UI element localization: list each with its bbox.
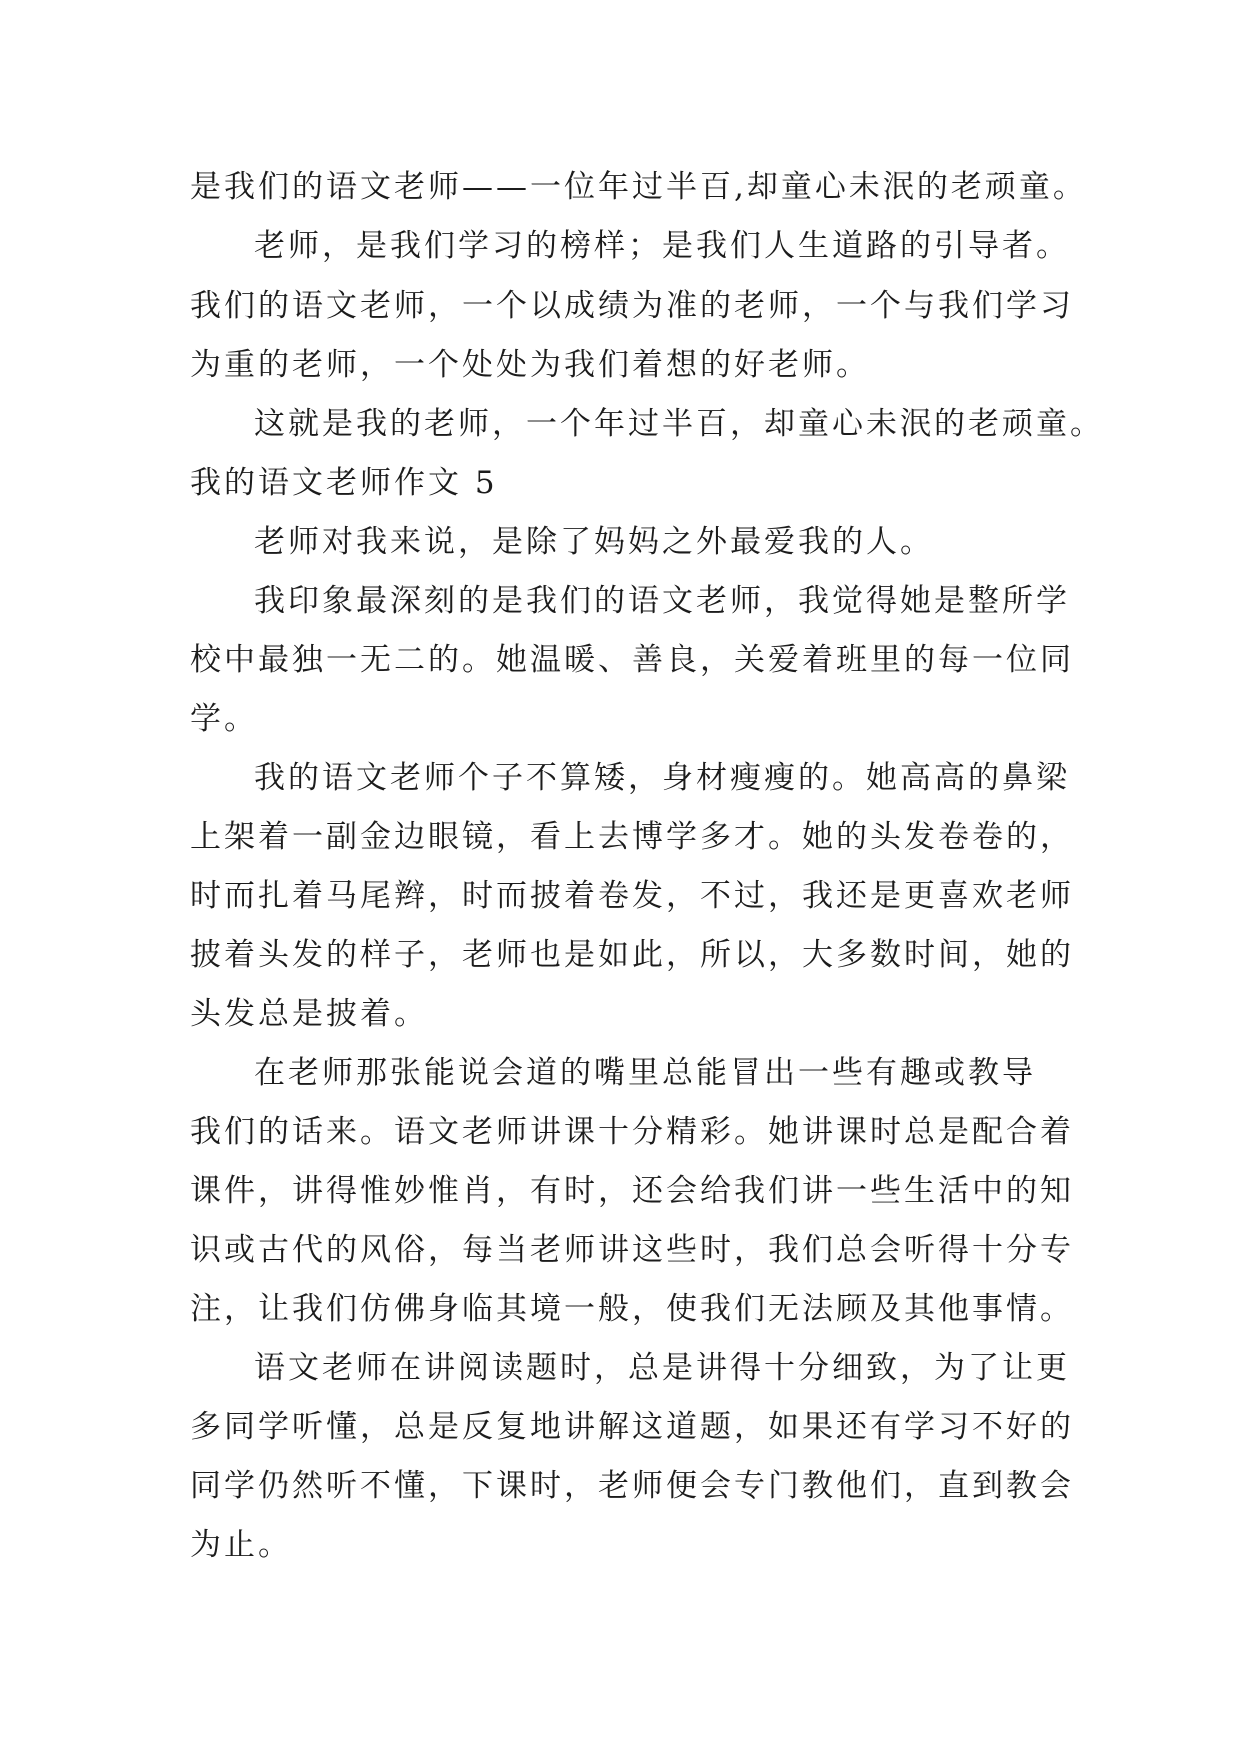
text-line: 注，让我们仿佛身临其境一般，使我们无法顾及其他事情。 [190,1291,1074,1327]
paragraph-start-line: 老师对我来说，是除了妈妈之外最爱我的人。 [254,524,934,560]
text-line: 多同学听懂，总是反复地讲解这道题，如果还有学习不好的 [190,1409,1074,1445]
text-line: 上架着一副金边眼镜，看上去博学多才。她的头发卷卷的， [190,819,1074,855]
paragraph-start-line: 我印象最深刻的是我们的语文老师，我觉得她是整所学 [254,583,1070,619]
text-line: 校中最独一无二的。她温暖、善良，关爱着班里的每一位同 [190,642,1074,678]
section-heading: 我的语文老师作文 5 [190,465,498,501]
text-line: 我们的语文老师，一个以成绩为准的老师，一个与我们学习 [190,288,1074,324]
paragraph-start-line: 在老师那张能说会道的嘴里总能冒出一些有趣或教导 [254,1055,1036,1091]
text-line: 学。 [190,701,258,737]
text-line: 为止。 [190,1527,292,1563]
text-line: 头发总是披着。 [190,996,428,1032]
text-line: 披着头发的样子，老师也是如此，所以，大多数时间，她的 [190,937,1074,973]
text-line: 为重的老师，一个处处为我们着想的好老师。 [190,347,870,383]
paragraph-start-line: 这就是我的老师，一个年过半百，却童心未泯的老顽童。 [254,406,1104,442]
text-line: 同学仍然听不懂，下课时，老师便会专门教他们，直到教会 [190,1468,1074,1504]
text-line: 是我们的语文老师——一位年过半百,却童心未泯的老顽童。 [190,169,1087,205]
paragraph-start-line: 我的语文老师个子不算矮，身材瘦瘦的。她高高的鼻梁 [254,760,1070,796]
paragraph-start-line: 语文老师在讲阅读题时，总是讲得十分细致，为了让更 [254,1350,1070,1386]
text-line: 我们的话来。语文老师讲课十分精彩。她讲课时总是配合着 [190,1114,1074,1150]
text-line: 课件，讲得惟妙惟肖，有时，还会给我们讲一些生活中的知 [190,1173,1074,1209]
paragraph-start-line: 老师，是我们学习的榜样；是我们人生道路的引导者。 [254,228,1070,264]
text-line: 时而扎着马尾辫，时而披着卷发，不过，我还是更喜欢老师 [190,878,1074,914]
text-line: 识或古代的风俗，每当老师讲这些时，我们总会听得十分专 [190,1232,1074,1268]
